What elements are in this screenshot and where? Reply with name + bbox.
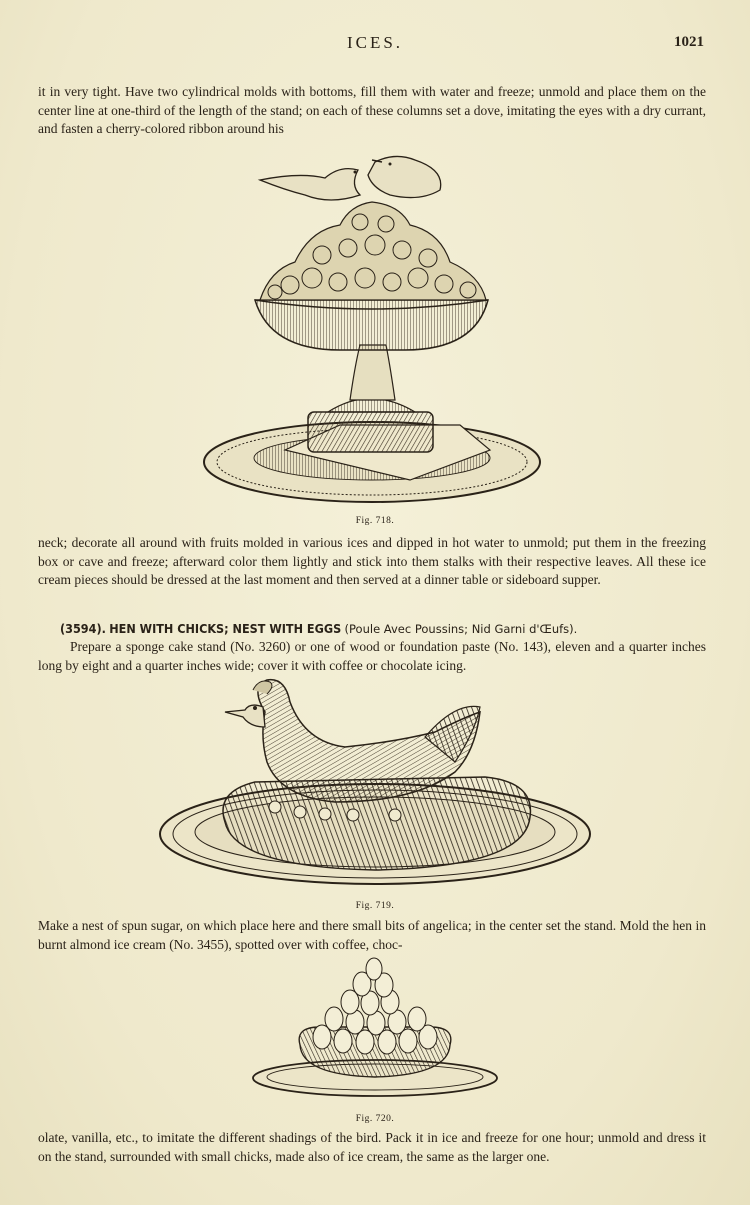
running-title: ICES. bbox=[346, 33, 404, 52]
paragraph-doves: it in very tight. Have two cylindrical molds with bottoms, fill them with water and freeze; unmold and place them on the center line at one-third of the length of the stand; on each of these columns set a dove, imitating the eyes with a dry currant, and fasten a cherry-colored ribbon around his bbox=[38, 84, 706, 136]
figure-caption-720: Fig. 720. bbox=[355, 1114, 395, 1124]
recipe-title: HEN WITH CHICKS; NEST WITH EGGS bbox=[109, 621, 342, 636]
recipe-heading bbox=[60, 620, 720, 638]
page-number: 1021 bbox=[674, 34, 704, 50]
figure-caption-719: Fig. 719. bbox=[355, 901, 395, 911]
recipe-number: (3594). bbox=[60, 621, 106, 636]
doves-fruit-epergne-illustration bbox=[200, 150, 545, 510]
figure-caption-718: Fig. 718. bbox=[355, 516, 395, 526]
paragraph-olate: olate, vanilla, etc., to imitate the different shadings of the bird. Pack it in ice and freeze for one hour; unmold and dress it on the stand, surrounded with small chicks, made also of ice cream, the same as the larger one. bbox=[38, 1130, 706, 1164]
recipe-subtitle: (Poule Avec Poussins; Nid Garni d'Œufs). bbox=[344, 622, 578, 636]
paragraph-decorate: neck; decorate all around with fruits molded in various ices and dipped in hot water to unmold; put them in the freezing box or cave and freeze; afterward color them lightly and stick into them stalks with their respective leaves. All these ice cream pieces should be dressed at the last moment and then served at a dinner table or sideboard supper. bbox=[38, 535, 706, 587]
egg-nest-illustration bbox=[250, 957, 500, 1102]
hen-on-nest-illustration bbox=[155, 672, 595, 897]
paragraph-prepare: Prepare a sponge cake stand (No. 3260) or one of wood or foundation paste (No. 143), eleven and a quarter inches long by eight and a quarter inches wide; cover it with coffee or chocolate icing. bbox=[38, 639, 706, 673]
paragraph-nest: Make a nest of spun sugar, on which place here and there small bits of angelica; in the center set the stand. Mold the hen in burnt almond ice cream (No. 3455), spotted over with coffee, choc- bbox=[38, 918, 706, 952]
